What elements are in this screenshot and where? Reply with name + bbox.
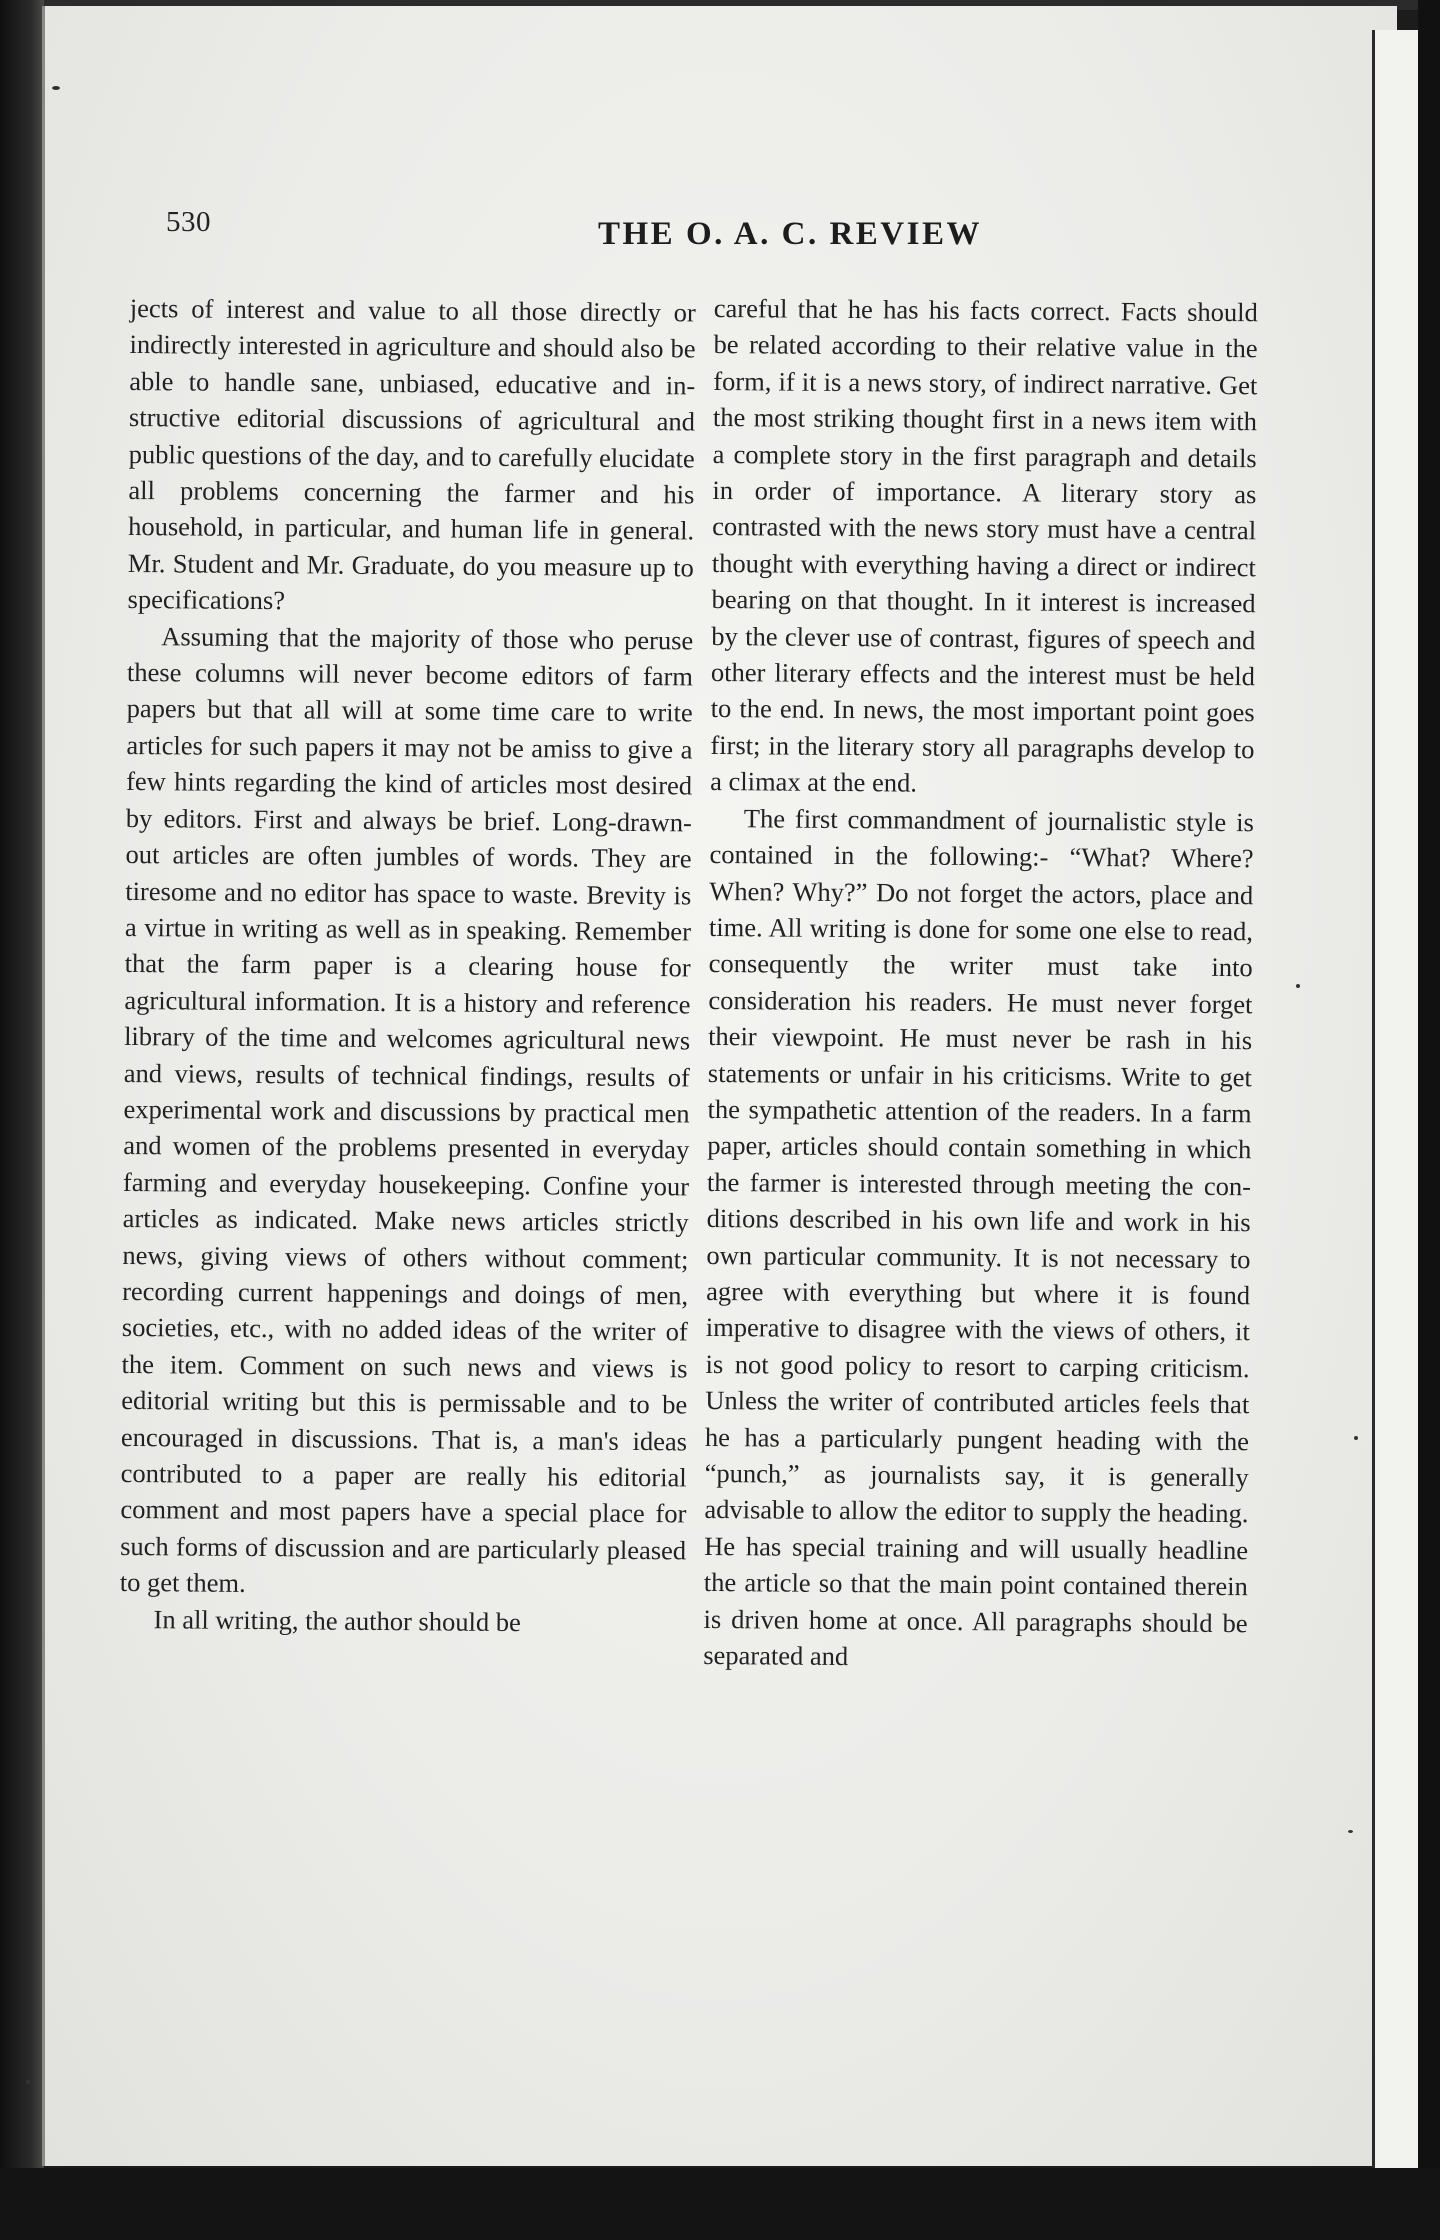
scan-speck [52, 86, 60, 90]
scan-speck [26, 2080, 30, 2084]
scan-right-border [1418, 0, 1440, 2240]
right-paragraph-1: careful that he has his facts correct. Facts should be related according to their relative value in the form, if it is a news story, of indirect narrative. Get the most striking thought first in a news item with a complete story in the first paragraph and details in order of importance. A literary story as contrasted with the news story must have a central thought with everything having a direct or indirect bearing on that thought. In it interest is increased by the clever use of contrast, figures of speech and other literary effects and the interest must be held to the end. In news, the most important point goes first; in the literary story all paragraphs develop to a climax at the end. [710, 292, 1258, 798]
left-text-column [119, 290, 696, 1641]
scan-speck [1354, 1436, 1358, 1440]
running-head-title: THE O. A. C. REVIEW [598, 216, 982, 252]
scan-speck [1296, 984, 1300, 988]
left-paragraph-1: jects of interest and value to all those directly or indirectly interested in agriculture and should also be able to handle sane, unbiased, educative and instructive editorial discussions of agricultural and public questions of the day, and to carefully elucidate all problems concerning the farmer and his household, in particular, and human life in general. Mr. Student and Mr. Graduate, do you measure up to specifications? [127, 292, 696, 616]
right-text-column [703, 290, 1258, 1678]
scan-bottom-border [0, 2168, 1440, 2240]
facing-page-edge [1372, 30, 1421, 2170]
left-paragraph-2: Assuming that the majority of those who peruse these columns will never become editors of farm papers but that all will at some time care to write articles for such papers it may not be amiss to give a few hints regarding the kind of articles most desired by editors. First and always be brief. Long-drawn-out articles are often jumbles of words. They are tiresome and no editor has space to waste. Brevity is a virtue in writing as well as in speaking. Remember that the farm paper is a clearing house for agricultural information. It is a history and reference library of the time and welcomes agricultural news and views, results of technical findings, results of experimental work and discussions by practical men and women of the problems presented in everyday farming and everyday housekeeping. Confine your articles as indicated. Make news articles strictly news, giving views of others without comment; recording current happenings and doings of men, societies, etc., with no added ideas of the writer of the item. Comment on such news and views is editorial writing but this is permissable and to be encouraged in discussions. That is, a man's ideas contributed to a paper are really his editorial comment and most papers have a special place for such forms of discussion and are particularly pleased to get them. [119, 620, 694, 1599]
left-paragraph-3: In all writing, the author should be [153, 1603, 521, 1637]
scan-left-border [0, 0, 44, 2240]
page-number: 530 [166, 206, 211, 238]
right-paragraph-2: The first commandment of journalistic style is contained in the following:- “What? Where? When? Why?” Do not forget the actors, place and time. All writing is done for some one else to read, consequently the writer must take into consideration his readers. He must never forget their viewpoint. He must never be rash in his statements or unfair in his criticisms. Write to get the sympathetic attention of the readers. In a farm paper, articles should contain something in which the farmer is interested through meeting the conditions described in his own life and work in his own particular community. It is not necessary to agree with everything but where it is found imperative to disagree with the views of others, it is not good policy to resort to carping criticism. Unless the writer of contributed articles feels that he has a particularly pungent heading with the “punch,” as journalists say, it is generally advisable to allow the editor to supply the heading. He has special training and will usually headline the article so that the main point contained therein is driven home at once. All paragraphs should be separated and [703, 802, 1254, 1672]
scan-speck [1348, 1830, 1353, 1833]
